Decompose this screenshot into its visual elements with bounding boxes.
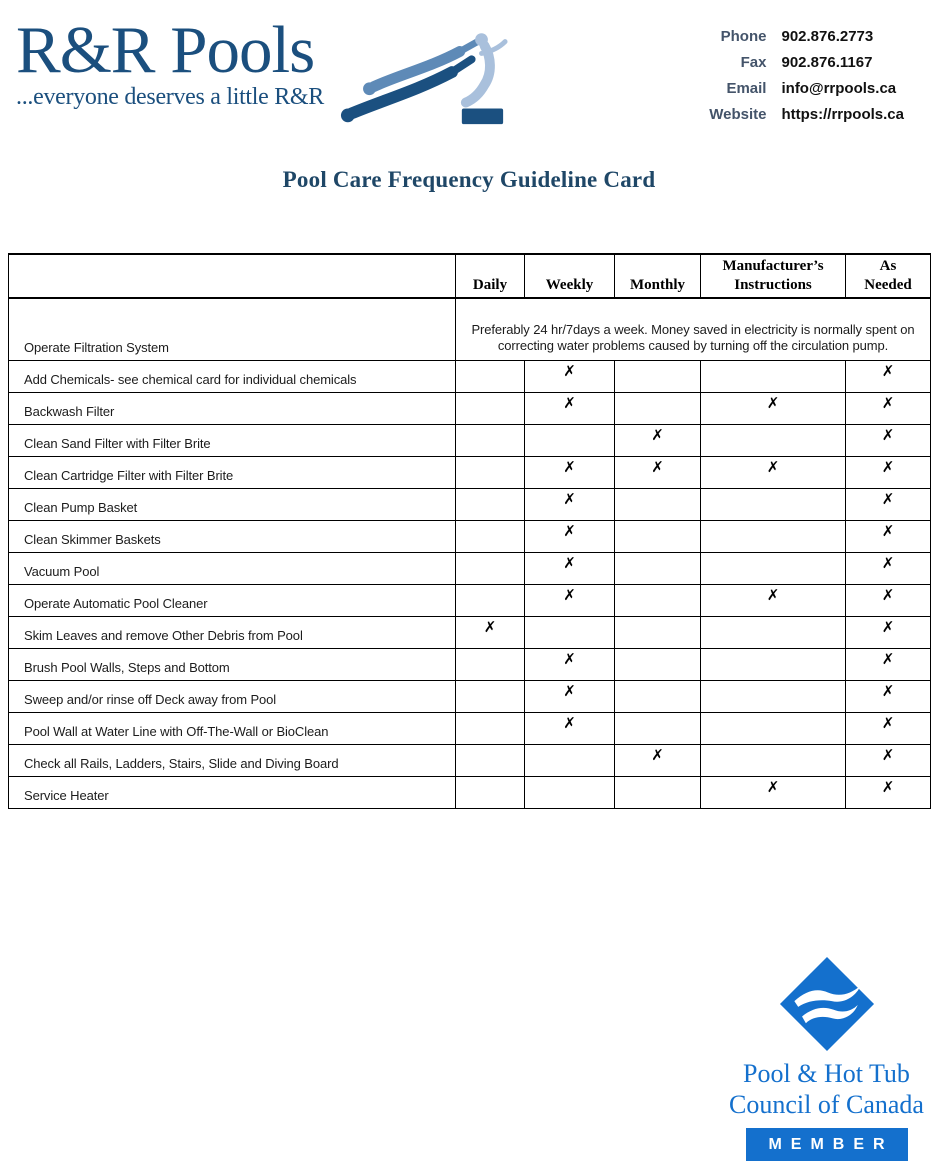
task-column-header bbox=[9, 254, 456, 298]
table-row bbox=[9, 552, 931, 584]
table-row bbox=[9, 680, 931, 712]
mark-cell-checked: ✗ bbox=[846, 744, 931, 776]
mark-cell-checked: ✗ bbox=[615, 744, 701, 776]
mark-cell-checked: ✗ bbox=[456, 616, 525, 648]
mark-cell-checked: ✗ bbox=[525, 552, 615, 584]
table-row bbox=[9, 648, 931, 680]
task-label: Sweep and/or rinse off Deck away from Pool bbox=[9, 680, 456, 712]
mark-cell-empty bbox=[701, 424, 846, 456]
mark-cell-empty bbox=[615, 392, 701, 424]
filtration-note-cell bbox=[456, 298, 931, 360]
mark-cell-empty bbox=[701, 360, 846, 392]
task-label: Service Heater bbox=[9, 776, 456, 808]
mark-cell-checked: ✗ bbox=[525, 360, 615, 392]
mark-cell-empty bbox=[456, 712, 525, 744]
mark-cell-empty bbox=[701, 680, 846, 712]
mark-cell-empty bbox=[615, 552, 701, 584]
column-header-line: Manufacturer’s bbox=[722, 258, 824, 275]
mark-cell-checked: ✗ bbox=[525, 488, 615, 520]
mark-cell-checked: ✗ bbox=[525, 520, 615, 552]
phone-label: Phone bbox=[720, 28, 767, 45]
mark-cell-checked: ✗ bbox=[846, 552, 931, 584]
mark-cell-empty bbox=[456, 456, 525, 488]
column-header-as_needed bbox=[846, 254, 931, 298]
website-value: https://rrpools.ca bbox=[781, 106, 904, 123]
mark-cell-checked: ✗ bbox=[846, 712, 931, 744]
task-label: Check all Rails, Ladders, Stairs, Slide and Diving Board bbox=[9, 744, 456, 776]
mark-cell-empty bbox=[525, 776, 615, 808]
mark-cell-checked: ✗ bbox=[846, 648, 931, 680]
mark-cell-empty bbox=[525, 424, 615, 456]
mark-cell-checked: ✗ bbox=[846, 680, 931, 712]
fax-value: 902.876.1167 bbox=[781, 54, 873, 71]
page-title: Pool Care Frequency Guideline Card bbox=[282, 167, 656, 192]
column-header-line: Monthly bbox=[629, 276, 685, 293]
member-badge: MEMBER bbox=[746, 1128, 908, 1161]
column-header-line: Needed bbox=[864, 276, 912, 293]
mark-cell-empty bbox=[615, 520, 701, 552]
phone-value: 902.876.2773 bbox=[781, 28, 874, 45]
mark-cell-empty bbox=[525, 616, 615, 648]
mark-cell-empty bbox=[615, 712, 701, 744]
council-name-line-2: Council of Canada bbox=[729, 1090, 924, 1119]
mark-cell-empty bbox=[701, 616, 846, 648]
column-header-monthly bbox=[615, 254, 701, 298]
table-row bbox=[9, 520, 931, 552]
table-row-filtration bbox=[9, 298, 931, 360]
mark-cell-empty bbox=[701, 552, 846, 584]
council-diamond-icon bbox=[777, 956, 877, 1052]
email-value: info@rrpools.ca bbox=[781, 80, 897, 97]
mark-cell-checked: ✗ bbox=[701, 456, 846, 488]
task-label: Skim Leaves and remove Other Debris from Pool bbox=[9, 616, 456, 648]
column-header-line: As bbox=[879, 258, 897, 275]
table-row bbox=[9, 744, 931, 776]
task-label: Clean Pump Basket bbox=[9, 488, 456, 520]
mark-cell-empty bbox=[456, 360, 525, 392]
table-row bbox=[9, 488, 931, 520]
mark-cell-checked: ✗ bbox=[846, 520, 931, 552]
mark-cell-empty bbox=[615, 488, 701, 520]
mark-cell-empty bbox=[701, 648, 846, 680]
task-label: Operate Automatic Pool Cleaner bbox=[9, 584, 456, 616]
filtration-note: Preferably 24 hr/7days a week. Money saved in electricity is normally spent on correcting water problems caused by turning off the circulation pump. bbox=[471, 321, 915, 353]
mark-cell-empty bbox=[456, 520, 525, 552]
column-header-line: Daily bbox=[472, 276, 508, 293]
task-label: Backwash Filter bbox=[9, 392, 456, 424]
mark-cell-checked: ✗ bbox=[525, 456, 615, 488]
mark-cell-checked: ✗ bbox=[846, 776, 931, 808]
column-header-line: Weekly bbox=[545, 276, 594, 293]
task-label: Clean Cartridge Filter with Filter Brite bbox=[9, 456, 456, 488]
task-label: Operate Filtration System bbox=[9, 298, 456, 360]
company-logo bbox=[16, 13, 325, 111]
mark-cell-empty bbox=[615, 776, 701, 808]
mark-cell-empty bbox=[701, 744, 846, 776]
company-name: R&R Pools bbox=[16, 13, 315, 87]
diver-icon bbox=[338, 18, 510, 136]
mark-cell-checked: ✗ bbox=[701, 776, 846, 808]
mark-cell-empty bbox=[456, 488, 525, 520]
column-header-weekly bbox=[525, 254, 615, 298]
task-label: Pool Wall at Water Line with Off-The-Wall or BioClean bbox=[9, 712, 456, 744]
mark-cell-empty bbox=[701, 520, 846, 552]
mark-cell-checked: ✗ bbox=[846, 584, 931, 616]
mark-cell-empty bbox=[456, 744, 525, 776]
column-header-manufacturers bbox=[701, 254, 846, 298]
mark-cell-empty bbox=[456, 648, 525, 680]
mark-cell-empty bbox=[615, 648, 701, 680]
council-name-line-1: Pool & Hot Tub bbox=[743, 1059, 910, 1088]
table-header-row bbox=[9, 254, 931, 298]
table-row bbox=[9, 424, 931, 456]
mark-cell-checked: ✗ bbox=[525, 680, 615, 712]
mark-cell-empty bbox=[456, 680, 525, 712]
fax-label: Fax bbox=[740, 54, 767, 71]
member-logo bbox=[719, 956, 934, 1161]
mark-cell-empty bbox=[525, 744, 615, 776]
diver-sequence-graphic bbox=[338, 18, 510, 141]
mark-cell-empty bbox=[701, 712, 846, 744]
company-tagline: ...everyone deserves a little R&R bbox=[16, 84, 325, 111]
contact-info bbox=[709, 28, 930, 123]
mark-cell-checked: ✗ bbox=[846, 616, 931, 648]
mark-cell-checked: ✗ bbox=[846, 360, 931, 392]
mark-cell-empty bbox=[456, 424, 525, 456]
mark-cell-checked: ✗ bbox=[525, 648, 615, 680]
page-header bbox=[0, 0, 938, 141]
table-row bbox=[9, 584, 931, 616]
mark-cell-empty bbox=[456, 776, 525, 808]
table-row bbox=[9, 712, 931, 744]
frequency-table bbox=[8, 253, 931, 809]
table-row bbox=[9, 616, 931, 648]
mark-cell-checked: ✗ bbox=[615, 456, 701, 488]
task-label: Brush Pool Walls, Steps and Bottom bbox=[9, 648, 456, 680]
website-label: Website bbox=[709, 106, 767, 123]
column-header-line: Instructions bbox=[734, 276, 812, 293]
mark-cell-empty bbox=[615, 616, 701, 648]
mark-cell-checked: ✗ bbox=[701, 584, 846, 616]
table-row bbox=[9, 456, 931, 488]
mark-cell-checked: ✗ bbox=[846, 456, 931, 488]
mark-cell-empty bbox=[456, 584, 525, 616]
mark-cell-checked: ✗ bbox=[615, 424, 701, 456]
table-row bbox=[9, 360, 931, 392]
task-label: Vacuum Pool bbox=[9, 552, 456, 584]
task-label: Clean Skimmer Baskets bbox=[9, 520, 456, 552]
column-header-daily bbox=[456, 254, 525, 298]
mark-cell-checked: ✗ bbox=[846, 392, 931, 424]
task-label: Add Chemicals- see chemical card for individual chemicals bbox=[9, 360, 456, 392]
mark-cell-checked: ✗ bbox=[525, 712, 615, 744]
email-label: Email bbox=[726, 80, 767, 97]
mark-cell-empty bbox=[456, 552, 525, 584]
table-row bbox=[9, 392, 931, 424]
table-row bbox=[9, 776, 931, 808]
mark-cell-checked: ✗ bbox=[846, 488, 931, 520]
mark-cell-checked: ✗ bbox=[846, 424, 931, 456]
mark-cell-empty bbox=[615, 360, 701, 392]
task-label: Clean Sand Filter with Filter Brite bbox=[9, 424, 456, 456]
mark-cell-empty bbox=[701, 488, 846, 520]
mark-cell-checked: ✗ bbox=[525, 584, 615, 616]
mark-cell-empty bbox=[456, 392, 525, 424]
mark-cell-empty bbox=[615, 680, 701, 712]
mark-cell-checked: ✗ bbox=[701, 392, 846, 424]
mark-cell-empty bbox=[615, 584, 701, 616]
mark-cell-checked: ✗ bbox=[525, 392, 615, 424]
council-name bbox=[729, 1058, 924, 1120]
